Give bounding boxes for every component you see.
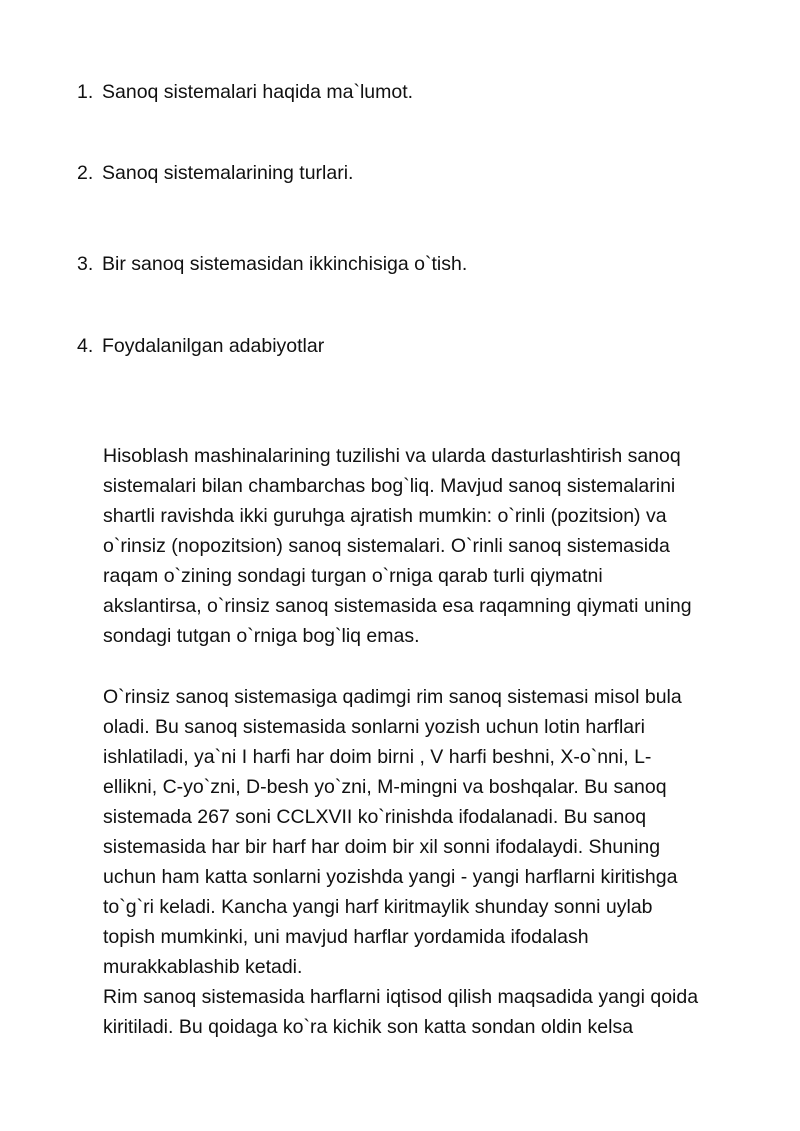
paragraph-1 <box>103 441 743 651</box>
toc-item-1 <box>77 80 413 104</box>
text-line: oladi. Bu sanoq sistemasida sonlarni yozish uchun lotin harflari <box>103 716 645 738</box>
text-line: sistemada 267 soni CCLXVII ko`rinishda ifodalanadi. Bu sanoq <box>103 806 647 828</box>
text-line: Hisoblash mashinalarining tuzilishi va ularda dasturlashtirish sanoq <box>103 445 681 467</box>
toc-item-3 <box>77 252 467 276</box>
text-line: to`g`ri keladi. Kancha yangi harf kiritmaylik shunday sonni uylab <box>103 896 653 918</box>
text-line: raqam o`zining sondagi turgan o`rniga qarab turli qiymatni <box>103 565 603 587</box>
text-line: ellikni, C-yo`zni, D-besh yo`zni, M-mingni va boshqalar. Bu sanoq <box>103 776 667 798</box>
text-line: Rim sanoq sistemasida harflarni iqtisod qilish maqsadida yangi qoida <box>103 986 699 1008</box>
text-line: murakkablashib ketadi. <box>103 956 303 978</box>
paragraph-2 <box>103 682 743 1042</box>
text-line: ishlatiladi, ya`ni I harfi har doim birni , V harfi beshni, X-o`nni, L- <box>103 746 652 768</box>
text-line: uchun ham katta sonlarni yozishda yangi - yangi harflarni kiritishga <box>103 866 678 888</box>
toc-text: Bir sanoq sistemasidan ikkinchisiga o`tish. <box>102 253 468 275</box>
text-line: shartli ravishda ikki guruhga ajratish mumkin: o`rinli (pozitsion) va <box>103 505 667 527</box>
toc-text: Sanoq sistemalarining turlari. <box>102 162 354 184</box>
text-line: sistemalari bilan chambarchas bog`liq. Mavjud sanoq sistemalarini <box>103 475 676 497</box>
toc-text: Sanoq sistemalari haqida ma`lumot. <box>102 81 414 103</box>
toc-number: 3. <box>77 253 94 275</box>
text-line: kiritiladi. Bu qoidaga ko`ra kichik son katta sondan oldin kelsa <box>103 1016 634 1038</box>
toc-item-4 <box>77 334 324 358</box>
text-line: O`rinsiz sanoq sistemasiga qadimgi rim sanoq sistemasi misol bula <box>103 686 682 708</box>
toc-number: 2. <box>77 162 94 184</box>
text-line: sondagi tutgan o`rniga bog`liq emas. <box>103 625 420 647</box>
text-line: o`rinsiz (nopozitsion) sanoq sistemalari. O`rinli sanoq sistemasida <box>103 535 670 557</box>
toc-item-2 <box>77 161 353 185</box>
toc-text: Foydalanilgan adabiyotlar <box>102 335 325 357</box>
toc-number: 1. <box>77 81 94 103</box>
text-line: akslantirsa, o`rinsiz sanoq sistemasida esa raqamning qiymati uning <box>103 595 692 617</box>
toc-number: 4. <box>77 335 94 357</box>
text-line: topish mumkinki, uni mavjud harflar yordamida ifodalash <box>103 926 589 948</box>
text-line: sistemasida har bir harf har doim bir xil sonni ifodalaydi. Shuning <box>103 836 661 858</box>
